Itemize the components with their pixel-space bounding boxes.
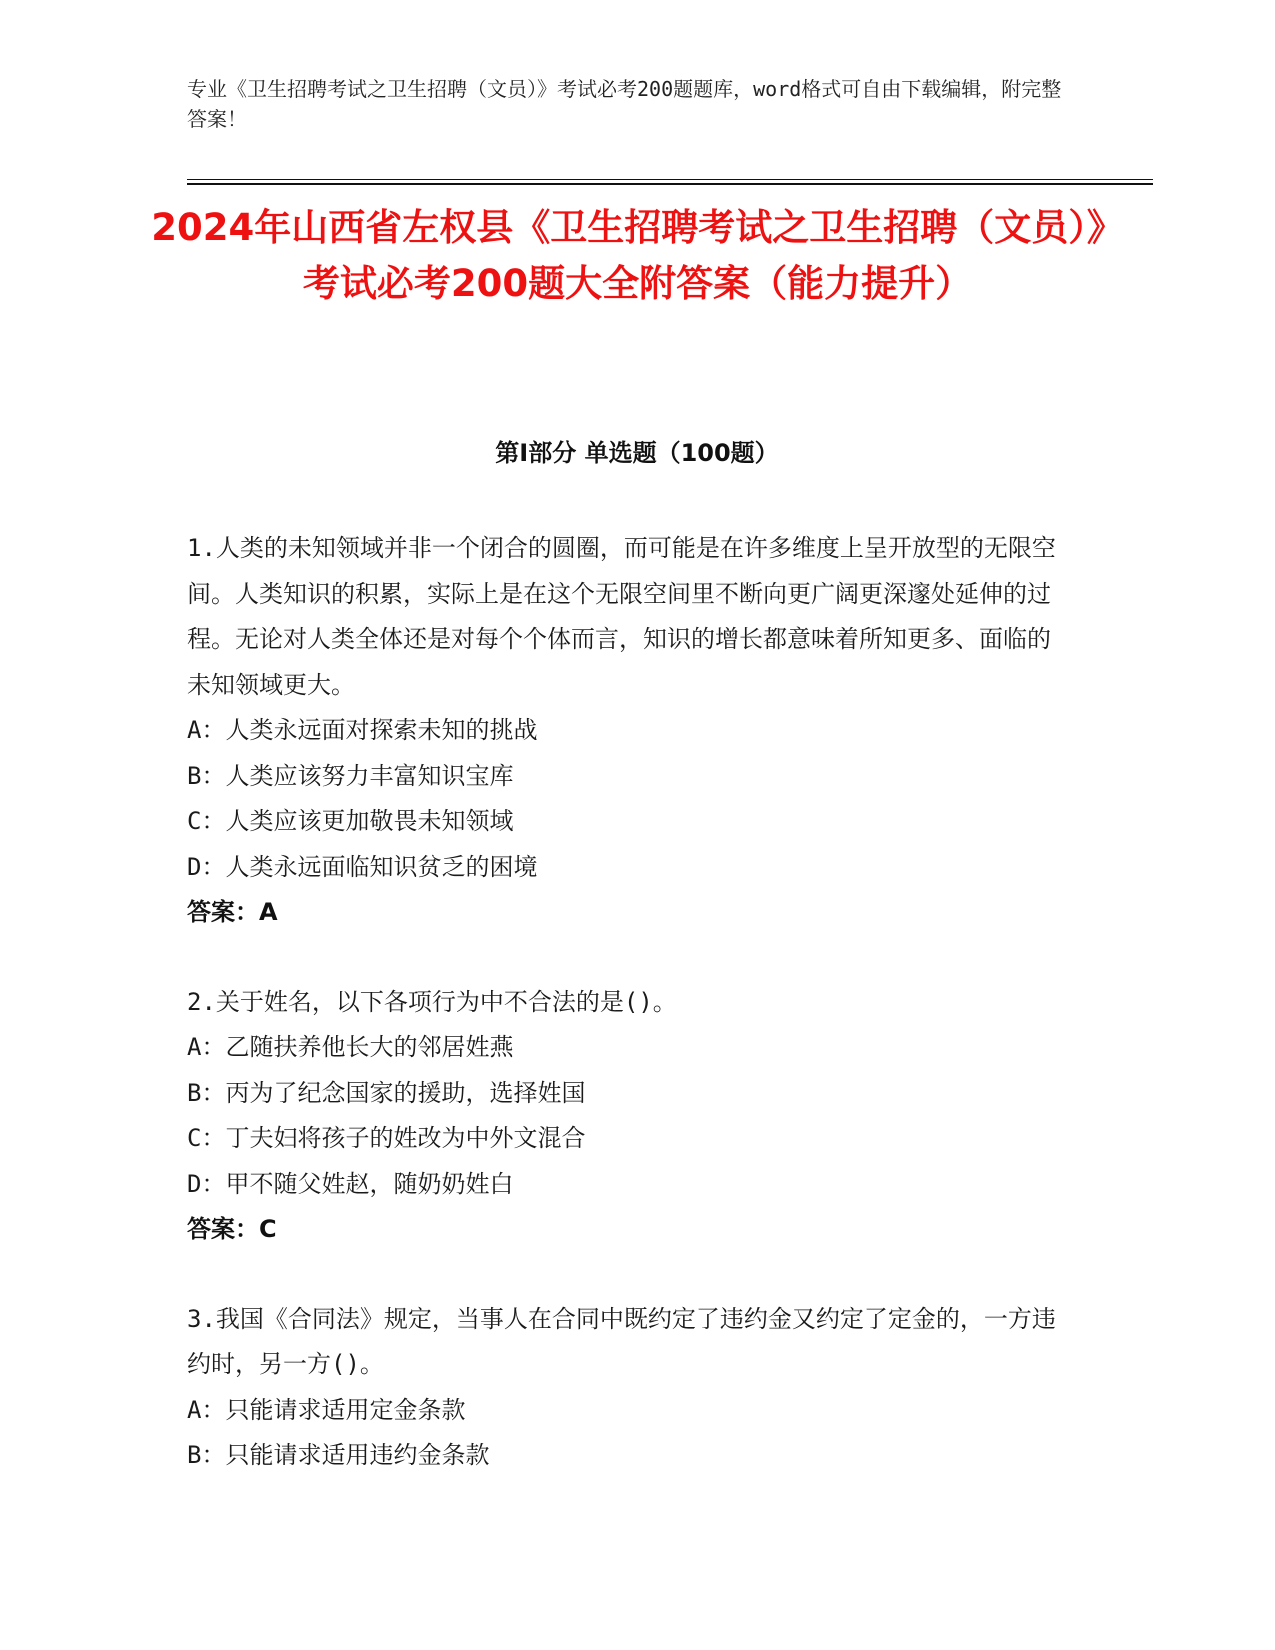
question-item-1	[187, 526, 1067, 936]
question-answer: 答案：C	[187, 1215, 277, 1243]
question-option-d: D：人类永远面临知识贫乏的困境	[187, 852, 538, 881]
question-option-b: B：人类应该努力丰富知识宝库	[187, 761, 514, 790]
question-stem: 2.关于姓名，以下各项行为中不合法的是()。	[187, 987, 677, 1016]
question-item-2	[187, 980, 1067, 1253]
question-answer: 答案：A	[187, 898, 278, 926]
question-option-a: A：只能请求适用定金条款	[187, 1395, 466, 1424]
question-item-3	[187, 1297, 1067, 1479]
header-note: 专业《卫生招聘考试之卫生招聘（文员）》考试必考200题题库，word格式可自由下载编辑，附完整答案！	[187, 77, 1062, 131]
section-heading: 第I部分 单选题（100题）	[495, 439, 779, 467]
question-option-a: A：乙随扶养他长大的邻居姓燕	[187, 1033, 514, 1061]
header-divider-thick	[187, 183, 1153, 185]
question-option-a: A：人类永远面对探索未知的挑战	[187, 716, 538, 744]
question-option-c: C：人类应该更加敬畏未知领域	[187, 807, 514, 835]
question-option-d: D：甲不随父姓赵，随奶奶姓白	[187, 1169, 514, 1198]
question-option-b: B：丙为了纪念国家的援助，选择姓国	[187, 1078, 586, 1107]
question-list	[187, 526, 1067, 1523]
question-option-c: C：丁夫妇将孩子的姓改为中外文混合	[187, 1124, 586, 1152]
question-stem: 1.人类的未知领域并非一个闭合的圆圈，而可能是在许多维度上呈开放型的无限空间。人类知识的积累，实际上是在这个无限空间里不断向更广阔更深邃处延伸的过程。无论对人类全体还是对每个个体而言，知识的增长都意味着所知更多、面临的未知领域更大。	[187, 534, 1056, 699]
header-divider-thin	[187, 179, 1153, 180]
question-stem: 3.我国《合同法》规定，当事人在合同中既约定了违约金又约定了定金的，一方违约时，另一方()。	[187, 1304, 1056, 1378]
document-title: 2024年山西省左权县《卫生招聘考试之卫生招聘（文员）》考试必考200题大全附答案（能力提升）	[151, 206, 1124, 305]
question-option-b: B：只能请求适用违约金条款	[187, 1441, 490, 1469]
